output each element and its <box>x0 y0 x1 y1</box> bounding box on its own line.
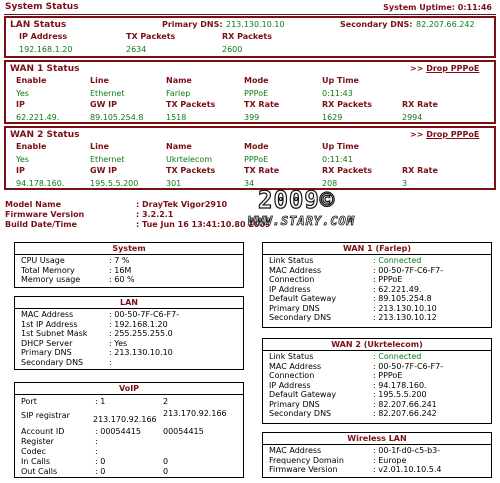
watermark-year: 2009© <box>258 186 336 214</box>
lan-row <box>21 358 237 368</box>
row-key: Connection <box>269 275 315 284</box>
wan2-h-gwip: GW IP <box>90 166 118 175</box>
wan1-drop-pppoe-link[interactable]: Drop PPPoE <box>426 64 480 73</box>
wireless-lan-panel <box>262 432 492 478</box>
row-value: : 213.130.10.10 <box>373 303 437 313</box>
wan2-h-mode: Mode <box>244 142 269 151</box>
wan2-row <box>269 352 485 362</box>
voip-codec-value: : <box>95 447 98 456</box>
row-value: : 00-50-7F-C6-F7- <box>373 361 444 371</box>
wan1-h-uptime: Up Time <box>322 76 359 85</box>
row-value: : 00-50-7F-C6-F7- <box>109 310 180 319</box>
wan2-h-rxp: RX Packets <box>322 166 373 175</box>
voip-register-label: Register <box>21 437 54 446</box>
wan2-row <box>269 381 485 391</box>
row-value: : 00-1f-d0-c5-b3- <box>373 446 441 455</box>
row-value: : Connected <box>373 256 422 265</box>
voip-incalls2: 0 <box>163 457 169 466</box>
build-date-value: : Tue Jun 16 13:41:10.80 2009 <box>136 220 271 229</box>
wan1-v-name: Farlep <box>166 89 191 98</box>
wan2-h-ip: IP <box>16 166 25 175</box>
wan2-h-line: Line <box>90 142 109 151</box>
lan-row <box>21 310 237 320</box>
wan2-v-rxr: 3 <box>402 179 408 188</box>
system-row <box>21 256 237 266</box>
row-key: Primary DNS <box>269 399 320 409</box>
voip-sip1: 213.170.92.166 <box>93 415 157 424</box>
wan2-panel <box>262 338 492 424</box>
primary-dns-value: 213.130.10.10 <box>226 20 285 29</box>
wlan-row <box>269 456 485 466</box>
voip-outcalls1: : 0 <box>95 467 106 476</box>
lan-panel-title: LAN <box>15 297 243 309</box>
wan1-row <box>269 275 485 285</box>
row-key: Link Status <box>269 352 314 361</box>
wan1-v-txr: 399 <box>244 113 260 122</box>
wan1-h-gwip: GW IP <box>90 100 118 109</box>
system-row <box>21 266 237 276</box>
row-key: IP Address <box>269 284 311 294</box>
lan-col-rx: RX Packets <box>222 32 273 41</box>
row-value: : v2.01.10.10.5.4 <box>373 465 442 474</box>
build-date-label: Build Date/Time <box>5 220 77 229</box>
wan2-v-rxp: 208 <box>322 179 338 188</box>
row-value: : 62.221.49. <box>373 284 422 294</box>
row-value: : Connected <box>373 352 422 361</box>
wan2-row <box>269 400 485 410</box>
model-name-value: : DrayTek Vigor2910 <box>136 200 228 209</box>
lan-row <box>21 348 237 358</box>
row-key: Secondary DNS <box>269 409 332 418</box>
row-key: IP Address <box>269 380 311 390</box>
wan2-panel-title: WAN 2 (Ukrtelecom) <box>263 339 491 351</box>
primary-dns-label: Primary DNS: <box>162 20 223 29</box>
wan1-row <box>269 256 485 266</box>
wan1-h-mode: Mode <box>244 76 269 85</box>
row-key: Connection <box>269 371 315 380</box>
row-value: : Europe <box>373 455 407 465</box>
header-divider <box>4 14 496 15</box>
row-key: MAC Address <box>269 361 322 371</box>
wan1-h-txr: TX Rate <box>244 100 280 109</box>
wan1-v-rxp: 1629 <box>322 113 343 122</box>
lan-status-title: LAN Status <box>10 20 67 30</box>
wireless-lan-panel-title: Wireless LAN <box>263 433 491 445</box>
row-value: : 82.207.66.241 <box>373 399 437 409</box>
wan1-h-ip: IP <box>16 100 25 109</box>
wan1-panel-title: WAN 1 (Farlep) <box>263 243 491 255</box>
row-key: Primary DNS <box>269 303 320 313</box>
wan2-v-line: Ethernet <box>90 155 125 164</box>
wan1-row <box>269 313 485 323</box>
system-uptime: System Uptime: 0:11:46 <box>383 3 492 12</box>
wan2-h-uptime: Up Time <box>322 142 359 151</box>
system-panel-title: System <box>15 243 243 255</box>
wan2-v-txr: 34 <box>244 179 255 188</box>
row-key: Secondary DNS <box>21 357 84 367</box>
wan2-h-enable: Enable <box>16 142 47 151</box>
wan2-h-name: Name <box>166 142 192 151</box>
lan-panel <box>14 296 244 370</box>
wan2-link-prefix: >> <box>410 130 427 139</box>
row-value: : 195.5.5.200 <box>373 390 427 399</box>
wan1-v-mode: PPPoE <box>244 89 269 98</box>
wan1-panel <box>262 242 492 328</box>
wan2-v-gwip: 195.5.5.200 <box>90 179 139 188</box>
wan2-drop-pppoe-link[interactable]: Drop PPPoE <box>426 130 480 139</box>
wan2-v-txp: 301 <box>166 179 182 188</box>
voip-sip-label: SIP registrar <box>21 411 70 420</box>
wan1-h-enable: Enable <box>16 76 47 85</box>
row-value: : 16M <box>109 265 132 275</box>
lan-ip-value: 192.168.1.20 <box>19 45 73 54</box>
voip-outcalls2: 0 <box>163 467 169 476</box>
wan1-status-box <box>4 60 496 124</box>
wan2-row <box>269 409 485 419</box>
row-key: Total Memory <box>21 265 75 275</box>
lan-row <box>21 329 237 339</box>
lan-row <box>21 339 237 349</box>
wan2-status-box <box>4 126 496 190</box>
row-key: Link Status <box>269 256 314 265</box>
row-key: Primary DNS <box>21 348 72 357</box>
wan1-row <box>269 285 485 295</box>
system-row <box>21 275 237 285</box>
wan2-v-enable: Yes <box>16 155 29 164</box>
lan-row <box>21 320 237 330</box>
row-key: MAC Address <box>21 310 74 319</box>
row-value: : 94.178.160. <box>373 380 427 390</box>
row-key: CPU Usage <box>21 256 65 265</box>
voip-port-label: Port <box>21 397 37 406</box>
wan1-v-rxr: 2994 <box>402 113 423 122</box>
secondary-dns-label: Secondary DNS: <box>340 20 413 29</box>
wan1-row <box>269 266 485 276</box>
wan2-drop-link-wrap <box>410 130 479 139</box>
row-value: : 89.105.254.8 <box>373 294 432 303</box>
voip-register-value: : <box>95 437 98 446</box>
wan2-h-txp: TX Packets <box>166 166 216 175</box>
wan2-row <box>269 362 485 372</box>
row-key: DHCP Server <box>21 338 73 348</box>
voip-codec-label: Codec <box>21 447 46 456</box>
row-value: : Yes <box>109 338 128 348</box>
wan1-row <box>269 304 485 314</box>
voip-panel <box>14 382 244 478</box>
row-value: : PPPoE <box>373 371 403 380</box>
row-value: : 82.207.66.242 <box>373 409 437 418</box>
wan2-row <box>269 390 485 400</box>
row-value: : 60 % <box>109 275 135 284</box>
wan1-v-txp: 1518 <box>166 113 187 122</box>
wan1-v-enable: Yes <box>16 89 29 98</box>
lan-col-ip: IP Address <box>19 32 68 41</box>
row-value: : 213.130.10.10 <box>109 348 173 357</box>
row-value: : 192.168.1.20 <box>109 319 168 329</box>
row-key: 1st IP Address <box>21 319 78 329</box>
row-value: : <box>109 357 112 367</box>
firmware-version-label: Firmware Version <box>5 210 85 219</box>
row-key: Default Gateway <box>269 294 337 303</box>
voip-panel-title: VoIP <box>15 383 243 395</box>
wan2-v-ip: 94.178.160. <box>16 179 65 188</box>
row-value: : 00-50-7F-C6-F7- <box>373 265 444 275</box>
row-key: Memory usage <box>21 275 81 284</box>
wan1-v-uptime: 0:11:43 <box>322 89 353 98</box>
lan-status-box <box>4 16 496 58</box>
voip-account1: : 00054415 <box>95 427 141 436</box>
system-panel <box>14 242 244 288</box>
wan1-row <box>269 294 485 304</box>
wan1-h-rxp: RX Packets <box>322 100 373 109</box>
wan2-v-uptime: 0:11:41 <box>322 155 353 164</box>
wan1-drop-link-wrap <box>410 64 479 73</box>
wan1-v-ip: 62.221.49. <box>16 113 60 122</box>
wan2-v-mode: PPPoE <box>244 155 269 164</box>
watermark-site: WWW.STARY.COM <box>248 214 355 228</box>
voip-port1: : 1 <box>95 397 106 406</box>
lan-rx-value: 2600 <box>222 45 243 54</box>
wan1-h-line: Line <box>90 76 109 85</box>
firmware-version-value: : 3.2.2.1 <box>136 210 174 219</box>
model-name-label: Model Name <box>5 200 61 209</box>
wan2-row <box>269 371 485 381</box>
wan1-status-title: WAN 1 Status <box>10 64 80 74</box>
wan1-h-name: Name <box>166 76 192 85</box>
wan1-h-rxr: RX Rate <box>402 100 438 109</box>
wan1-v-line: Ethernet <box>90 89 125 98</box>
wan2-v-name: Ukrtelecom <box>166 155 213 164</box>
row-key: Default Gateway <box>269 390 337 399</box>
row-value: : PPPoE <box>373 275 403 284</box>
voip-incalls-label: In Calls <box>21 457 51 466</box>
voip-account-label: Account ID <box>21 427 65 436</box>
wlan-row <box>269 446 485 456</box>
voip-account2: 00054415 <box>163 427 204 436</box>
wan1-v-gwip: 89.105.254.8 <box>90 113 144 122</box>
voip-incalls1: : 0 <box>95 457 106 466</box>
row-key: MAC Address <box>269 265 322 275</box>
secondary-dns-value: 82.207.66.242 <box>416 20 475 29</box>
voip-sip2: 213.170.92.166 <box>163 409 227 418</box>
wan1-h-txp: TX Packets <box>166 100 216 109</box>
lan-col-tx: TX Packets <box>126 32 176 41</box>
wan1-link-prefix: >> <box>410 64 427 73</box>
wan2-status-title: WAN 2 Status <box>10 130 80 140</box>
wan2-h-rxr: RX Rate <box>402 166 438 175</box>
row-key: Secondary DNS <box>269 313 332 322</box>
voip-port2: 2 <box>163 397 169 406</box>
voip-outcalls-label: Out Calls <box>21 467 58 476</box>
lan-tx-value: 2634 <box>126 45 147 54</box>
row-value: : 255.255.255.0 <box>109 329 173 338</box>
wan2-h-txr: TX Rate <box>244 166 280 175</box>
row-key: MAC Address <box>269 446 322 455</box>
row-key: 1st Subnet Mask <box>21 329 88 338</box>
row-value: : 7 % <box>109 256 130 265</box>
wlan-row <box>269 465 485 475</box>
page-title: System Status <box>5 2 79 12</box>
row-key: Frequency Domain <box>269 455 344 465</box>
row-key: Firmware Version <box>269 465 338 474</box>
row-value: : 213.130.10.12 <box>373 313 437 322</box>
